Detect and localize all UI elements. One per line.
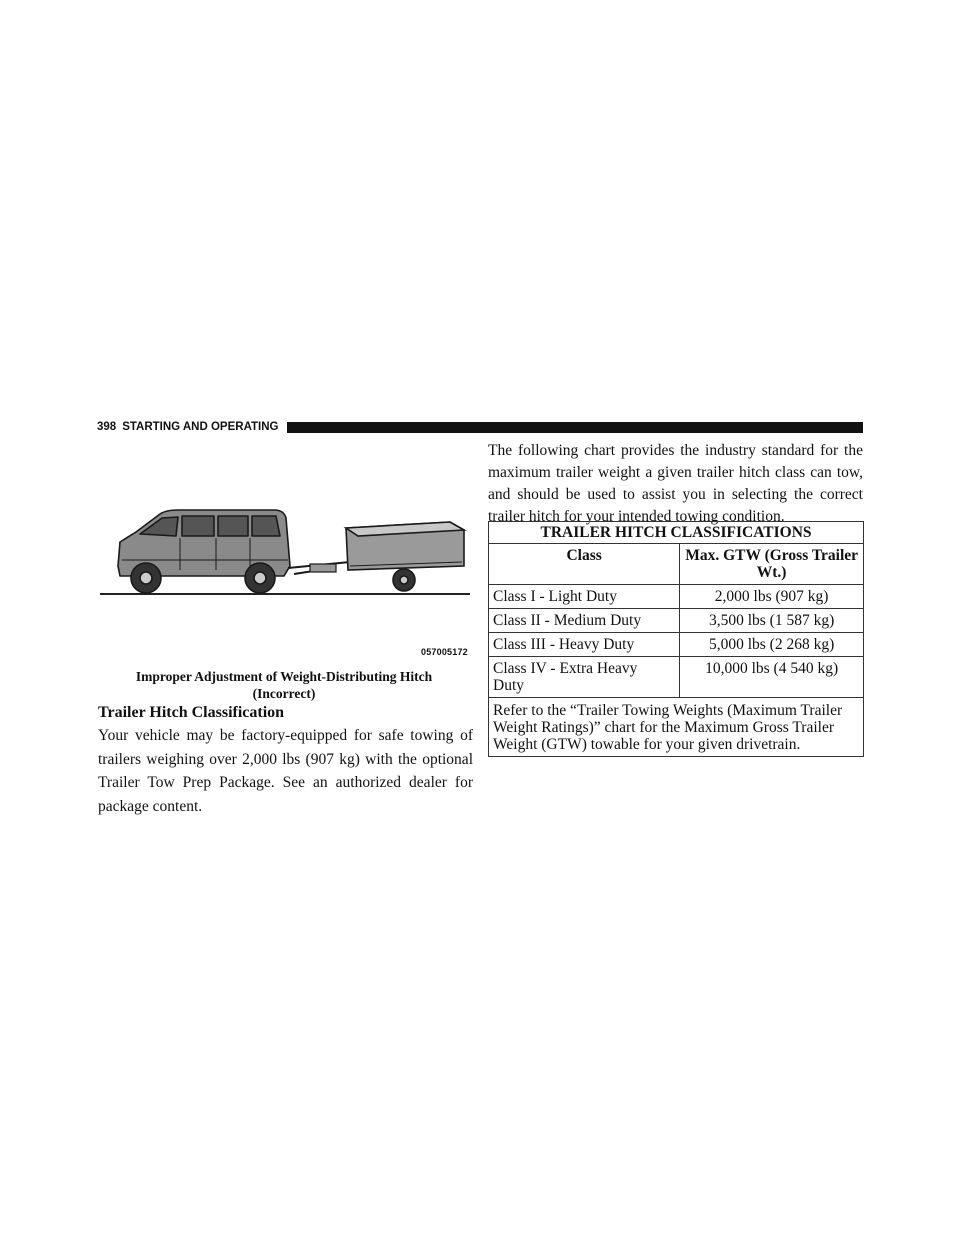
section-title: STARTING AND OPERATING [122,421,279,433]
table-row [489,633,864,657]
gtw-cell: 10,000 lbs (4 540 kg) [680,657,864,698]
trailer-hitch-heading: Trailer Hitch Classification [98,704,285,721]
trailer-drawing [346,522,464,591]
column-header-gtw: Max. GTW (Gross Trailer Wt.) [680,544,864,585]
minivan-trailer-illustration [98,470,470,660]
table-row [489,609,864,633]
table-note-row [489,698,864,757]
page-header [97,418,863,436]
table-row [489,657,864,698]
figure-code: 057005172 [421,647,468,657]
trailer-hitch-body: Your vehicle may be factory-equipped for safe towing of trailers weighing over 2,000 lbs (907 kg) with the optional Trailer Tow Prep Package. See an authorized dealer for package content. [98,727,473,815]
gtw-cell: 2,000 lbs (907 kg) [680,585,864,609]
table-note: Refer to the “Trailer Towing Weights (Maximum Trailer Weight Ratings)” chart for the Maximum Gross Trailer Weight (GTW) towable for your given drivetrain. [489,698,864,757]
hitch-classification-table [488,521,864,757]
table-row [489,585,864,609]
figure-caption-line1: Improper Adjustment of Weight-Distributing Hitch [135,669,433,684]
minivan-drawing [118,510,290,593]
class-cell: Class III - Heavy Duty [489,633,680,657]
page-number: 398 [97,421,117,433]
table-header-row [489,544,864,585]
table-title: TRAILER HITCH CLASSIFICATIONS [489,522,864,544]
gtw-cell: 5,000 lbs (2 268 kg) [680,633,864,657]
class-cell: Class II - Medium Duty [489,609,680,633]
figure-caption-line2: (Incorrect) [252,686,316,701]
hitch-drawing [288,562,350,574]
chart-intro-paragraph: The following chart provides the industry standard for the maximum trailer weight a given trailer hitch class can tow, and should be used to assist you in selecting the correct trailer hitch for your intended towing condition. [488,442,863,525]
column-header-class: Class [489,544,680,585]
class-cell: Class I - Light Duty [489,585,680,609]
table-title-row [489,522,864,544]
figure-caption [98,668,470,702]
gtw-cell: 3,500 lbs (1 587 kg) [680,609,864,633]
class-cell: Class IV - Extra Heavy Duty [489,657,680,698]
header-rule [287,422,864,433]
